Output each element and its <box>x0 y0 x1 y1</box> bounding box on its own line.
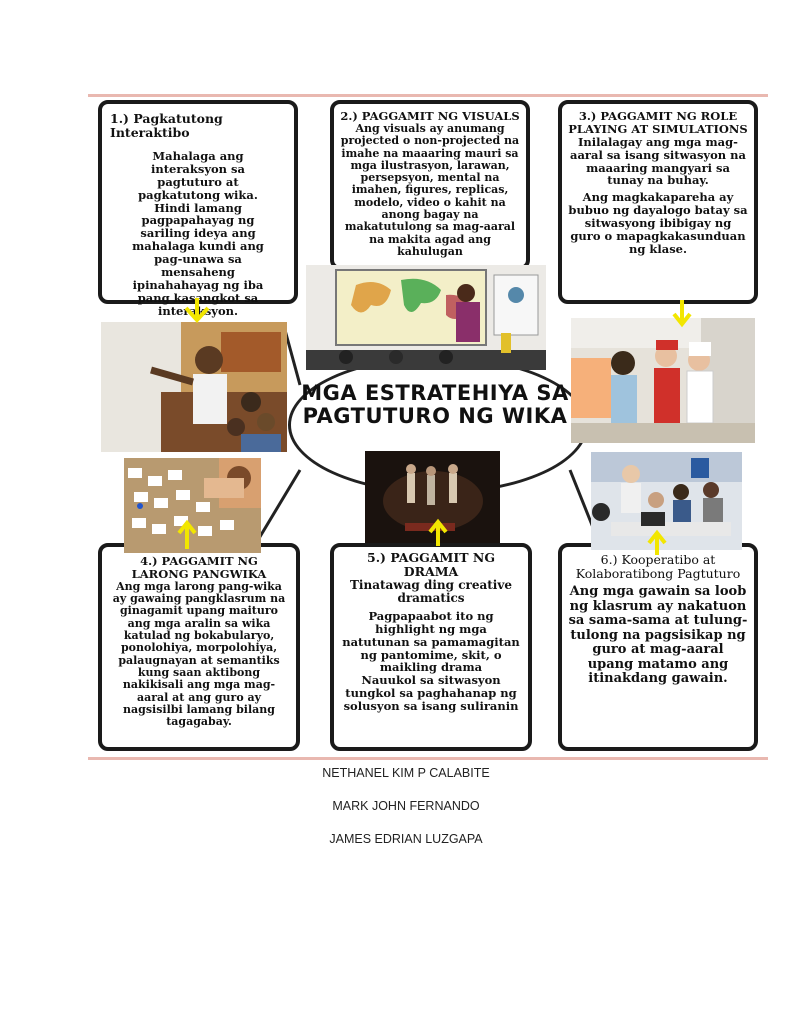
box-body: Inilalagay ang mga mag-aaral sa isang sitwasyon na maaaring mangyari sa tunay na buhay. <box>570 134 746 188</box>
strategy-box-2 <box>330 100 530 270</box>
photo-teacher-map <box>306 265 546 370</box>
arrow-icon <box>177 521 197 549</box>
arrow-icon <box>647 531 667 555</box>
box-title: 2.) PAGGAMIT NG VISUALS <box>340 109 520 123</box>
box-title: 5.) PAGGAMIT NG DRAMA <box>367 550 495 579</box>
author-name: NETHANEL KIM P CALABITE <box>322 766 490 780</box>
strategy-box-6 <box>558 543 758 751</box>
strategy-box-4 <box>98 543 300 751</box>
poster-title: MGA ESTRATEHIYA SA PAGTUTURO NG WIKA <box>301 381 569 429</box>
box-title: 1.) Pagkatutong Interaktibo <box>110 111 223 140</box>
author-name: MARK JOHN FERNANDO <box>332 799 480 813</box>
photo-role-play-kids <box>571 318 755 443</box>
photo-student-whiteboard <box>101 322 287 452</box>
strategy-box-1 <box>98 100 298 318</box>
box-body: Tinatawag ding creative dramatics <box>350 578 512 606</box>
box-title: 6.) Kooperatibo at Kolaboratibong Pagtuturo <box>575 552 741 581</box>
box-title: 3.) PAGGAMIT NG ROLE PLAYING AT SIMULATIONS <box>568 109 748 136</box>
strategy-box-3 <box>558 100 758 304</box>
author-name: JAMES EDRIAN LUZGAPA <box>329 832 483 846</box>
box-body-2: Ang magkakapareha ay bubuo ng dayalogo batay sa sitwasyong ibibigay ng guro o mapagkakasunduan ng klase. <box>568 190 748 256</box>
box-body: Ang mga gawain sa loob ng klasrum ay nakatuon sa sama-sama at tulung-tulong na pagsisikap ng guro at mag-aaral upang matamo ang itinakdang gawain. <box>568 584 748 687</box>
box-body-2: Pagpapaabot ito ng highlight ng mga natutunan sa pamamagitan ng pantomime, skit, o maikling drama <box>342 608 520 675</box>
box-body: Ang mga larong pang-wika ay gawaing pangklasrum na ginagamit upang maituro ang mga aralin sa wika katulad ng bokabularyo, ponolohiya, morpolohiya, palaugnayan at semantiks kung saan aktibong nakikisali ang mga mag-aaral at ang guro ay nagsisilbi lamang bilang tagagabay. <box>112 579 286 729</box>
arrow-icon <box>428 520 448 546</box>
box-body: Ang visuals ay anumang projected o non-projected na imahe na maaaring mauri sa mga ilustrasyon, larawan, persepsyon, mental na imahen, figures, replicas, modelo, video o kahit na anong bagay na makatutulong sa mag-aaral na makita agad ang kahulugan <box>340 121 520 258</box>
box-body: Mahalaga ang interaksyon sa pagtuturo at pagkatutong wika. Hindi lamang pagpapahayag ng sariling ideya ang mahalaga kundi ang pag-unawa sa mensaheng ipinahahayag ng iba pang kasangkot sa interaksyon. <box>132 149 264 318</box>
box-title: 4.) PAGGAMIT NG LARONG PANGWIKA <box>131 554 267 581</box>
arrow-icon <box>672 300 692 326</box>
strategy-box-5 <box>330 543 532 751</box>
arrow-icon <box>182 298 212 324</box>
box-body-3: Nauukol sa sitwasyon tungkol sa paghahanap ng solusyon sa isang suliranin <box>343 673 519 713</box>
